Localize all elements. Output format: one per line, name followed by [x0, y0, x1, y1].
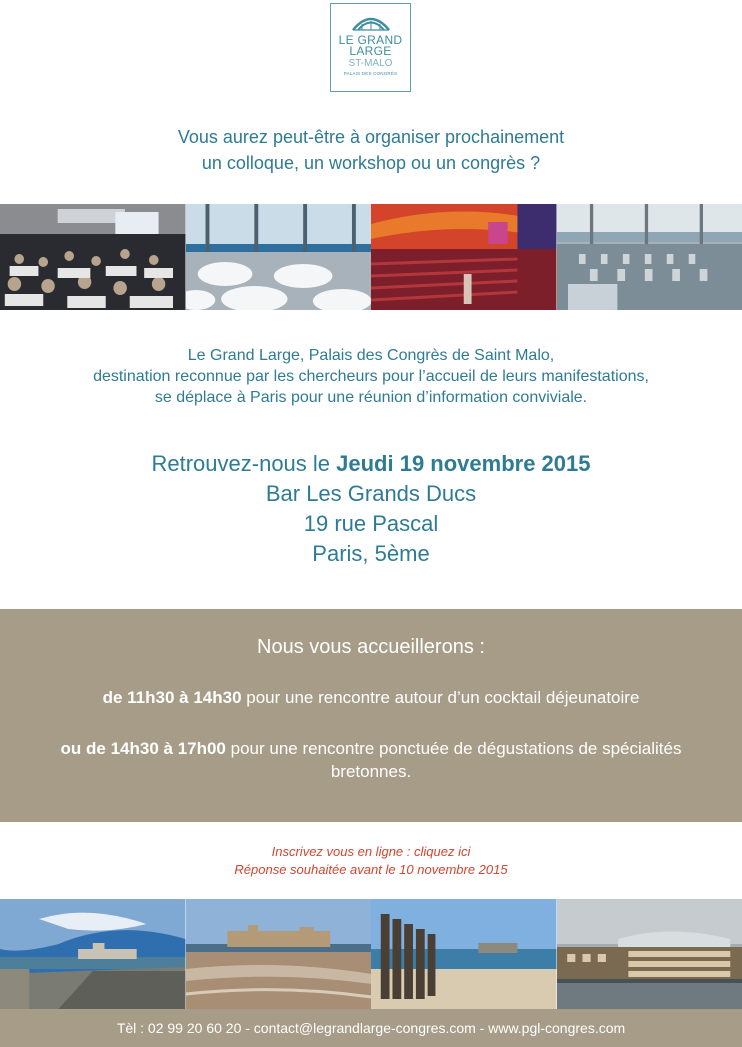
- saint-malo-photo-strip: [0, 899, 742, 1009]
- seminar-room-photo: [557, 204, 742, 310]
- intro-line-1: Vous aurez peut-être à organiser prochainement: [177, 127, 565, 147]
- conference-room-photo: [0, 204, 186, 310]
- meeting-city: Paris, 5ème: [312, 541, 430, 566]
- welcome-heading: Nous vous accueillerons :: [257, 636, 485, 658]
- venue-photo-strip: [0, 204, 742, 310]
- meeting-info: [0, 449, 742, 569]
- meeting-date: Jeudi 19 novembre 2015: [336, 451, 591, 476]
- signup-section: [0, 843, 742, 879]
- logo-arch-icon: [349, 10, 393, 32]
- auditorium-photo: [371, 204, 557, 310]
- meeting-street: 19 rue Pascal: [303, 511, 439, 536]
- logo: [330, 3, 411, 92]
- beach-fort-photo: [186, 899, 372, 1009]
- breakwater-photo: [371, 899, 557, 1009]
- slot-1-time: de 11h30 à 14h30: [102, 688, 242, 707]
- description-text: [0, 345, 742, 408]
- slot-2-text: pour une rencontre ponctuée de dégustations de spécialités bretonnes.: [225, 739, 682, 781]
- signup-deadline: Réponse souhaitée avant le 10 novembre 2015: [234, 862, 508, 877]
- description-line-3: se déplace à Paris pour une réunion d’information conviviale.: [154, 389, 588, 406]
- seafront-building-photo: [557, 899, 742, 1009]
- slot-1-text: pour une rencontre autour d’un cocktail déjeunatoire: [241, 688, 640, 707]
- footer-contact: Tèl : 02 99 20 60 20 - contact@legrandlarge-congres.com - www.pgl-congres.com: [0, 1009, 742, 1047]
- logo-line-1: LE GRAND: [338, 33, 403, 47]
- welcome-slot-2: [40, 737, 702, 783]
- welcome-band: [0, 609, 742, 822]
- welcome-slot-1: [0, 687, 742, 709]
- description-line-1: Le Grand Large, Palais des Congrès de Saint Malo,: [187, 347, 555, 364]
- logo-line-3: ST-MALO: [348, 58, 393, 69]
- intro-text: [0, 124, 742, 176]
- meeting-prefix: Retrouvez-nous le: [151, 451, 337, 476]
- logo-line-4: PALAIS DES CONGRÈS: [343, 71, 398, 76]
- logo-line-2: LARGE: [349, 44, 392, 58]
- description-line-2: destination reconnue par les chercheurs pour l’accueil de leurs manifestations,: [93, 368, 649, 385]
- meeting-date-line: [0, 449, 742, 479]
- intro-line-2: un colloque, un workshop ou un congrès ?: [201, 153, 541, 173]
- signup-link[interactable]: Inscrivez vous en ligne : cliquez ici: [271, 844, 471, 859]
- banquet-hall-photo: [186, 204, 372, 310]
- ramparts-photo: [0, 899, 186, 1009]
- slot-2-time: ou de 14h30 à 17h00: [60, 739, 226, 758]
- meeting-venue: Bar Les Grands Ducs: [265, 481, 477, 506]
